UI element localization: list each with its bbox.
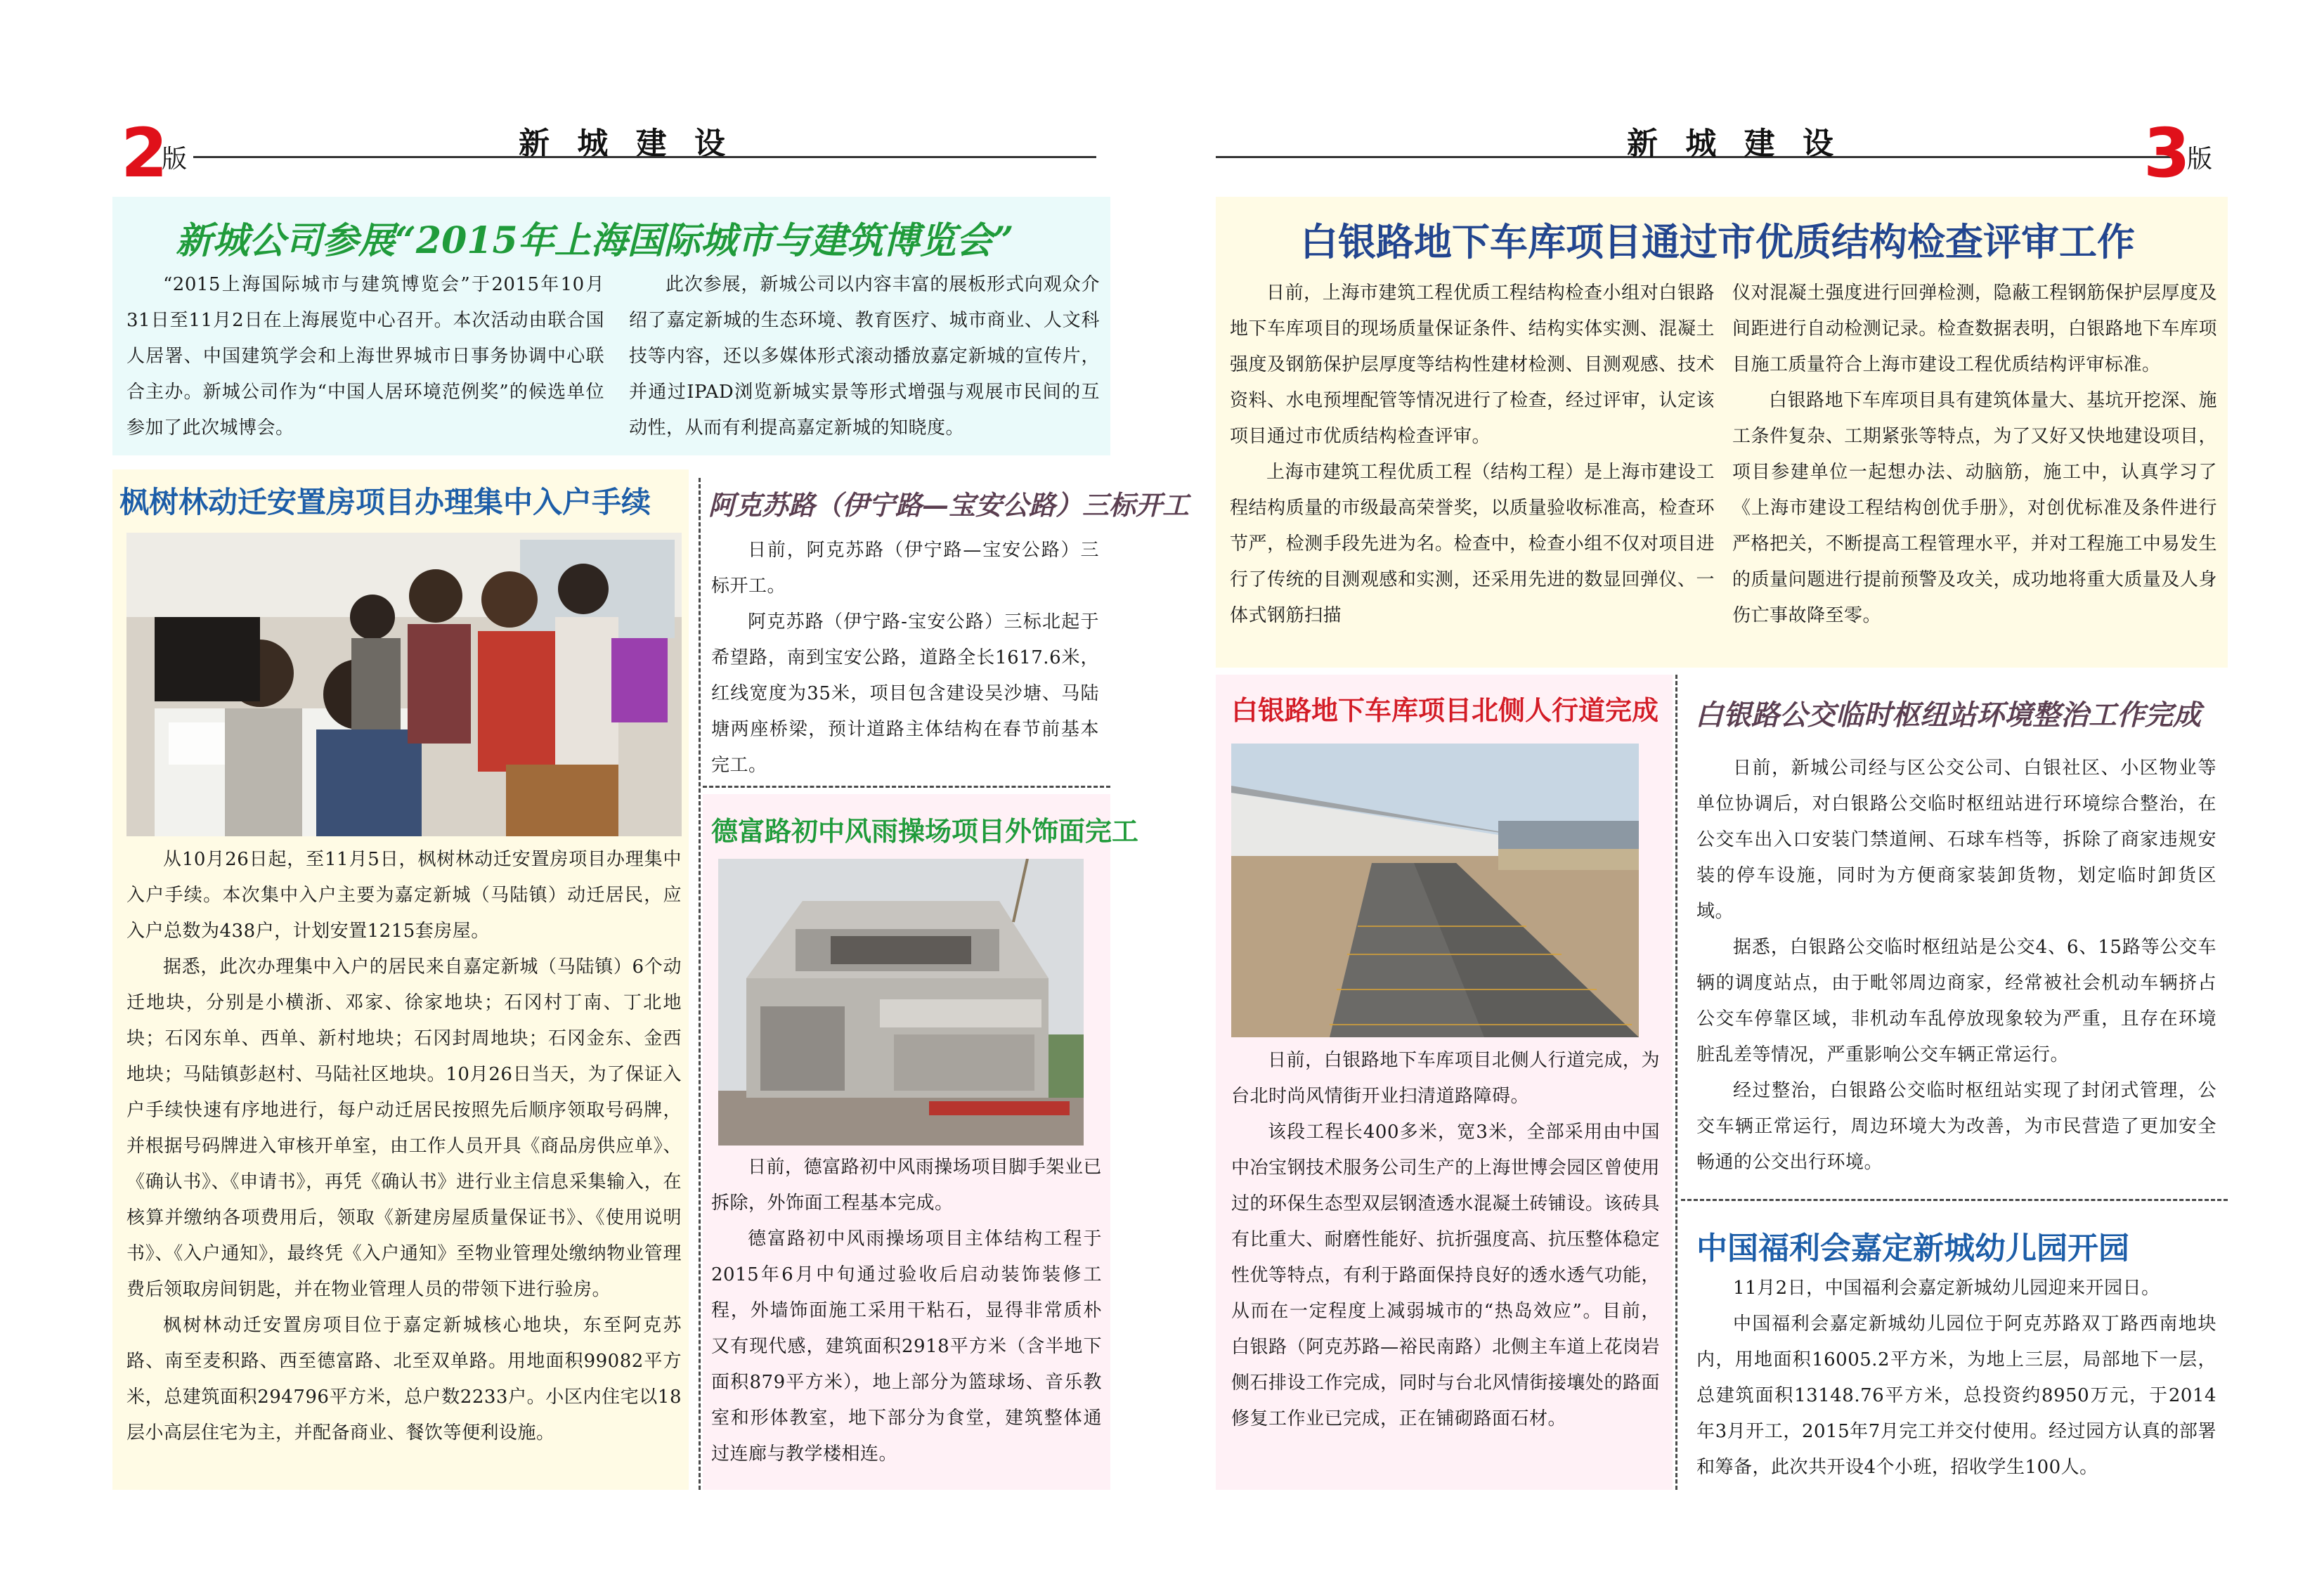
left-page-number: 2 <box>121 114 168 193</box>
baiyin-review-col1 <box>1230 275 1715 634</box>
bus-hub-section <box>1681 675 2228 1181</box>
bus-hub-paragraph-3: 经过整治，白银路公交临时枢纽站实现了封闭式管理，公交车辆正常运行，周边环境大为改善，为市民营造了更加安全畅通的公交出行环境。 <box>1696 1080 2216 1173</box>
sidewalk-title: 白银路地下车库项目北侧人行道完成 <box>1231 695 1659 726</box>
kindergarten-body <box>1696 1271 2216 1486</box>
akesu-body <box>711 533 1099 784</box>
baiyin-review-col1-paragraph-2: 上海市建筑工程优质工程（结构工程）是上海市建设工程结构质量的市级最高荣誉奖，以质量验收标准高，检查环节严，检测手段先进为名。检查中，检查小组不仅对项目进行了传统的目测观感和实测，还采用先进的数显回弹仪、一体式钢筋扫描 <box>1230 462 1715 626</box>
bus-hub-paragraph-2: 据悉，白银路公交临时枢纽站是公交4、6、15路等公交车辆的调度站点，由于毗邻周边商家，经常被社会机动车辆挤占公交车停靠区域，非机动车乱停放现象较为严重，且存在环境脏乱差等情况，严重影响公交车辆正常运行。 <box>1696 937 2216 1065</box>
expo-col1: “2015上海国际城市与建筑博览会”于2015年10月31日至11月2日在上海展览中心召开。本次活动由联合国人居署、中国建筑学会和上海世界城市日事务协调中心联合主办。新城公司作为“中国人居环境范例奖”的候选单位参加了此次城博会。 <box>126 274 604 439</box>
right-column-divider <box>1675 675 1677 1490</box>
bus-hub-body <box>1696 751 2216 1181</box>
akesu-paragraph-1: 日前，阿克苏路（伊宁路—宝安公路）三标开工。 <box>711 540 1099 597</box>
fengshulin-body <box>126 842 682 1451</box>
defu-paragraph-1: 日前，德富路初中风雨操场项目脚手架业已拆除，外饰面工程基本完成。 <box>711 1157 1102 1214</box>
baiyin-review-title: 白银路地下车库项目通过市优质结构检查评审工作 <box>1300 220 2135 264</box>
expo-section <box>112 197 1110 455</box>
fengshulin-section <box>112 469 689 1490</box>
defu-body <box>711 1150 1102 1472</box>
left-header-rule <box>193 156 1096 158</box>
paved-sidewalk-photo <box>1231 744 1639 1037</box>
left-column-divider <box>699 478 701 1490</box>
sidewalk-body <box>1231 1043 1660 1437</box>
kindergarten-paragraph-2: 中国福利会嘉定新城幼儿园位于阿克苏路双丁路西南地块内，用地面积16005.2平方米，为地上三层，局部地下一层，总建筑面积13148.76平方米，总投资约8950万元，于2014年3月开工，2015年7月完工并交付使用。经过园方认真的部署和筹备，此次共开设4个小班，招收学生100人。 <box>1696 1313 2216 1478</box>
expo-col2: 此次参展，新城公司以内容丰富的展板形式向观众介绍了嘉定新城的生态环境、教育医疗、城市商业、人文科技等内容，还以多媒体形式滚动播放嘉定新城的宣传片，并通过IPAD浏览新城实景等形式增强与观展市民间的互动性，从而有利提高嘉定新城的知晓度。 <box>629 274 1100 439</box>
baiyin-review-col1-paragraph-1: 日前，上海市建筑工程优质工程结构检查小组对白银路地下车库项目的现场质量保证条件、结构实体实测、混凝土强度及钢筋保护层厚度等结构性建材检测、目测观感、技术资料、水电预埋配管等情况进行了检查，经过评审，认定该项目通过市优质结构检查评审。 <box>1230 283 1715 447</box>
akesu-section <box>703 469 1190 780</box>
defu-title: 德富路初中风雨操场项目外饰面完工 <box>711 816 1139 847</box>
left-masthead: 新 城 建 设 <box>519 126 734 162</box>
bus-hub-paragraph-1: 日前，新城公司经与区公交公司、白银社区、小区物业等单位协调后，对白银路公交临时枢纽站进行环境综合整治，在公交车出入口安装门禁道闸、石球车档等，拆除了商家违规安装的停车设施，同时为方便商家装卸货物，划定临时卸货区域。 <box>1696 758 2216 922</box>
sidewalk-paragraph-1: 日前，白银路地下车库项目北侧人行道完成，为台北时尚风情街开业扫清道路障碍。 <box>1231 1050 1660 1107</box>
bus-hub-title: 白银路公交临时枢纽站环境整治工作完成 <box>1695 699 2201 732</box>
left-page-label: 版 <box>162 145 188 174</box>
sidewalk-paragraph-2: 该段工程长400多米，宽3米，全部采用由中国中冶宝钢技术服务公司生产的上海世博会园区曾使用过的环保生态型双层钢渣透水混凝土砖铺设。该砖具有比重大、耐磨性能好、抗折强度高、抗压整体稳定性优等特点，有利于路面保持良好的透水透气功能，从而在一定程度上减弱城市的“热岛效应”。目前，白银路（阿克苏路—裕民南路）北侧主车道上花岗岩侧石排设工作完成，同时与台北风情街接壤处的路面修复工作业已完成，正在铺砌路面石材。 <box>1231 1122 1660 1429</box>
right-page-number: 3 <box>2143 114 2190 193</box>
defu-section <box>703 794 1139 1490</box>
expo-title: 新城公司参展“2015年上海国际城市与建筑博览会” <box>176 219 1014 262</box>
baiyin-review-col2-paragraph-2: 白银路地下车库项目具有建筑体量大、基坑开挖深、施工条件复杂、工期紧张等特点，为了又好又快地建设项目，项目参建单位一起想办法、动脑筋，施工中，认真学习了《上海市建设工程结构创优手册》，对创优标准及条件进行严格把关，不断提高工程管理水平，并对工程施工中易发生的质量问题进行提前预警及攻关，成功地将重大质量及人身伤亡事故降至零。 <box>1732 390 2217 626</box>
baiyin-review-col2-paragraph-1: 仪对混凝土强度进行回弹检测，隐蔽工程钢筋保护层厚度及间距进行自动检测记录。检查数据表明，白银路地下车库项目施工质量符合上海市建设工程优质结构评审标准。 <box>1732 283 2217 375</box>
school-gymnasium-building-photo <box>718 859 1084 1146</box>
fengshulin-title: 枫树林动迁安置房项目办理集中入户手续 <box>119 485 651 519</box>
akesu-divider <box>703 786 1110 788</box>
akesu-paragraph-2: 阿克苏路（伊宁路-宝安公路）三标北起于希望路，南到宝安公路，道路全长1617.6米，红线宽度为35米，项目包含建设吴沙塘、马陆塘两座桥梁，预计道路主体结构在春节前基本完工。 <box>711 611 1099 776</box>
kindergarten-paragraph-1: 11月2日，中国福利会嘉定新城幼儿园迎来开园日。 <box>1733 1278 2160 1299</box>
right-page-label: 版 <box>2187 145 2213 174</box>
fengshulin-paragraph-3: 枫树林动迁安置房项目位于嘉定新城核心地块，东至阿克苏路、南至麦积路、西至德富路、北至双单路。用地面积99082平方米，总建筑面积294796平方米，总户数2233户。小区内住宅以18层小高层住宅为主，并配备商业、餐饮等便利设施。 <box>126 1315 682 1443</box>
akesu-title: 阿克苏路（伊宁路—宝安公路）三标开工 <box>708 489 1190 521</box>
kindergarten-section <box>1681 1206 2228 1490</box>
kindergarten-title: 中国福利会嘉定新城幼儿园开园 <box>1696 1231 2129 1266</box>
fengshulin-paragraph-1: 从10月26日起，至11月5日，枫树林动迁安置房项目办理集中入户手续。本次集中入户主要为嘉定新城（马陆镇）动迁居民，应入户总数为438户，计划安置1215套房屋。 <box>126 849 682 942</box>
residents-signing-documents-photo <box>126 533 682 836</box>
bus-hub-divider <box>1681 1199 2228 1201</box>
right-masthead: 新 城 建 设 <box>1627 126 1842 162</box>
defu-paragraph-2: 德富路初中风雨操场项目主体结构工程于2015年6月中旬通过验收后启动装饰装修工程，外墙饰面施工采用干粘石，显得非常质朴又有现代感，建筑面积2918平方米（含半地下面积879平方米），地上部分为篮球场、音乐教室和形体教室，地下部分为食堂，建筑整体通过连廊与教学楼相连。 <box>711 1228 1102 1465</box>
baiyin-review-col2 <box>1732 275 2217 634</box>
fengshulin-paragraph-2: 据悉，此次办理集中入户的居民来自嘉定新城（马陆镇）6个动迁地块，分别是小横浙、邓家、徐家地块；石冈村丁南、丁北地块；石冈东单、西单、新村地块；石冈封周地块；石冈金东、金西地块；马陆镇彭赵村、马陆社区地块。10月26日当天，为了保证入户手续快速有序地进行，每户动迁居民按照先后顺序领取号码牌，并根据号码牌进入审核开单室，由工作人员开具《商品房供应单》、《确认书》、《申请书》，再凭《确认书》进行业主信息采集输入，在核算并缴纳各项费用后，领取《新建房屋质量保证书》、《使用说明书》、《入户通知》，最终凭《入户通知》至物业管理处缴纳物业管理费后领取房间钥匙，并在物业管理人员的带领下进行验房。 <box>126 956 682 1300</box>
sidewalk-section <box>1216 675 1673 1490</box>
baiyin-review-section <box>1216 197 2228 668</box>
right-page <box>1167 0 2324 1577</box>
